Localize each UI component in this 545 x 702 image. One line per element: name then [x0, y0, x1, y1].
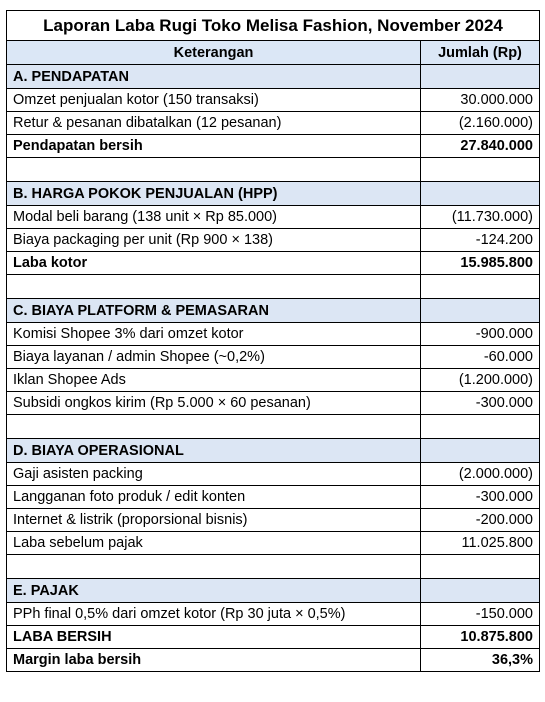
- line-item-amount: 10.875.800: [421, 626, 540, 649]
- line-item-row: [7, 229, 540, 252]
- blank-cell: [7, 555, 421, 579]
- income-statement-sheet: [6, 10, 539, 672]
- line-item-label: Internet & listrik (proporsional bisnis): [7, 509, 421, 532]
- blank-spacer-row: [7, 415, 540, 439]
- section-heading-amount-cell: [421, 182, 540, 206]
- section-heading-amount-cell: [421, 439, 540, 463]
- report-title-row: [7, 11, 540, 41]
- line-item-amount: -900.000: [421, 323, 540, 346]
- line-item-label: Laba kotor: [7, 252, 421, 275]
- line-item-label: Komisi Shopee 3% dari omzet kotor: [7, 323, 421, 346]
- blank-spacer-row: [7, 158, 540, 182]
- section-header-row: [7, 579, 540, 603]
- column-header-row: [7, 41, 540, 65]
- line-item-label: Langganan foto produk / edit konten: [7, 486, 421, 509]
- report-title: Laporan Laba Rugi Toko Melisa Fashion, November 2024: [7, 11, 540, 41]
- line-item-amount: -60.000: [421, 346, 540, 369]
- section-header-row: [7, 182, 540, 206]
- column-header-description: Keterangan: [7, 41, 421, 65]
- section-header-row: [7, 65, 540, 89]
- line-item-amount: 36,3%: [421, 649, 540, 672]
- section-heading: B. HARGA POKOK PENJUALAN (HPP): [7, 182, 421, 206]
- line-item-row: [7, 392, 540, 415]
- total-row: [7, 252, 540, 275]
- line-item-amount: (1.200.000): [421, 369, 540, 392]
- blank-cell: [7, 275, 421, 299]
- line-item-amount: (11.730.000): [421, 206, 540, 229]
- line-item-label: Laba sebelum pajak: [7, 532, 421, 555]
- line-item-row: [7, 532, 540, 555]
- blank-cell: [7, 415, 421, 439]
- line-item-label: PPh final 0,5% dari omzet kotor (Rp 30 juta × 0,5%): [7, 603, 421, 626]
- line-item-label: Retur & pesanan dibatalkan (12 pesanan): [7, 112, 421, 135]
- line-item-amount: -300.000: [421, 486, 540, 509]
- line-item-row: [7, 486, 540, 509]
- line-item-label: Gaji asisten packing: [7, 463, 421, 486]
- section-header-row: [7, 299, 540, 323]
- section-heading: A. PENDAPATAN: [7, 65, 421, 89]
- line-item-amount: (2.160.000): [421, 112, 540, 135]
- blank-cell: [421, 555, 540, 579]
- line-item-row: [7, 323, 540, 346]
- blank-spacer-row: [7, 275, 540, 299]
- line-item-amount: 30.000.000: [421, 89, 540, 112]
- line-item-amount: 27.840.000: [421, 135, 540, 158]
- line-item-amount: 15.985.800: [421, 252, 540, 275]
- line-item-label: Omzet penjualan kotor (150 transaksi): [7, 89, 421, 112]
- line-item-amount: -300.000: [421, 392, 540, 415]
- line-item-label: Biaya packaging per unit (Rp 900 × 138): [7, 229, 421, 252]
- line-item-row: [7, 369, 540, 392]
- blank-cell: [7, 158, 421, 182]
- blank-cell: [421, 415, 540, 439]
- total-row: [7, 649, 540, 672]
- line-item-row: [7, 89, 540, 112]
- line-item-label: Iklan Shopee Ads: [7, 369, 421, 392]
- line-item-label: Margin laba bersih: [7, 649, 421, 672]
- line-item-label: Subsidi ongkos kirim (Rp 5.000 × 60 pesanan): [7, 392, 421, 415]
- line-item-row: [7, 112, 540, 135]
- total-row: [7, 135, 540, 158]
- line-item-amount: -124.200: [421, 229, 540, 252]
- line-item-amount: -200.000: [421, 509, 540, 532]
- line-item-row: [7, 509, 540, 532]
- line-item-amount: 11.025.800: [421, 532, 540, 555]
- column-header-amount: Jumlah (Rp): [421, 41, 540, 65]
- section-header-row: [7, 439, 540, 463]
- line-item-row: [7, 346, 540, 369]
- line-item-row: [7, 206, 540, 229]
- section-heading-amount-cell: [421, 65, 540, 89]
- line-item-label: Modal beli barang (138 unit × Rp 85.000): [7, 206, 421, 229]
- section-heading: D. BIAYA OPERASIONAL: [7, 439, 421, 463]
- line-item-label: Biaya layanan / admin Shopee (~0,2%): [7, 346, 421, 369]
- line-item-amount: (2.000.000): [421, 463, 540, 486]
- line-item-row: [7, 603, 540, 626]
- line-item-label: Pendapatan bersih: [7, 135, 421, 158]
- section-heading-amount-cell: [421, 579, 540, 603]
- line-item-row: [7, 463, 540, 486]
- blank-cell: [421, 158, 540, 182]
- section-heading: E. PAJAK: [7, 579, 421, 603]
- line-item-label: LABA BERSIH: [7, 626, 421, 649]
- section-heading-amount-cell: [421, 299, 540, 323]
- income-statement-table: [6, 10, 540, 672]
- section-heading: C. BIAYA PLATFORM & PEMASARAN: [7, 299, 421, 323]
- line-item-amount: -150.000: [421, 603, 540, 626]
- blank-spacer-row: [7, 555, 540, 579]
- total-row: [7, 626, 540, 649]
- blank-cell: [421, 275, 540, 299]
